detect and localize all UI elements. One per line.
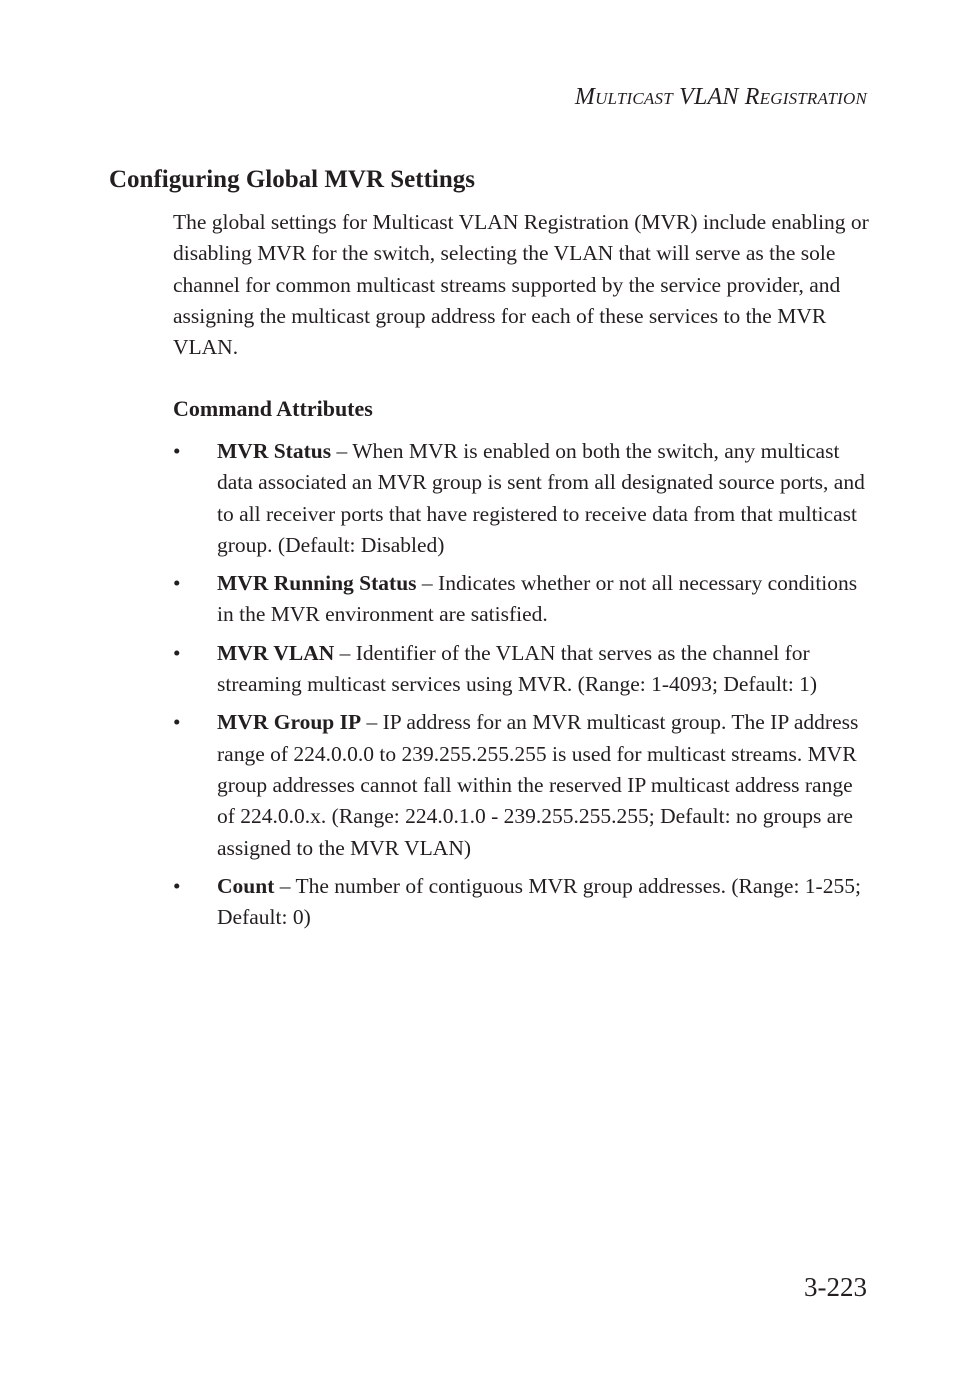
running-header-egistration: EGISTRATION	[759, 89, 867, 108]
bullet-icon: •	[173, 873, 181, 898]
running-header	[575, 84, 867, 111]
section-title: Configuring Global MVR Settings	[109, 166, 476, 193]
attribute-term: MVR Status	[217, 439, 332, 463]
page-number: 3-223	[804, 1272, 867, 1302]
attribute-item-mvr-running-status	[173, 568, 873, 631]
attribute-description: – Identifier of the VLAN that serves as the channel for streaming multicast services using MVR. (Range: 1-4093; Default: 1)	[217, 640, 818, 697]
attribute-item-mvr-status	[173, 436, 873, 561]
attribute-item-count	[173, 871, 873, 934]
bullet-icon: •	[173, 710, 181, 735]
attribute-item-mvr-vlan	[173, 638, 873, 701]
intro-paragraph: The global settings for Multicast VLAN Registration (MVR) include enabling or disabling MVR for the switch, selecting the VLAN that will serve as the sole channel for common multicast streams supported by the service provider, and assigning the multicast group address for each of these services to the MVR VLAN.	[173, 210, 869, 360]
bullet-icon: •	[173, 571, 181, 596]
command-attributes-heading: Command Attributes	[173, 396, 373, 421]
running-header-ulticast: ULTICAST	[595, 89, 673, 108]
bullet-icon: •	[173, 640, 181, 665]
attribute-term: MVR Running Status	[217, 571, 417, 596]
running-header-vlan: VLAN	[679, 84, 739, 110]
command-attributes-list	[173, 436, 873, 940]
attribute-description: – Indicates whether or not all necessary conditions in the MVR environment are satisfied.	[217, 571, 858, 627]
running-header-m: M	[574, 84, 596, 110]
attribute-term: Count	[217, 873, 275, 898]
attribute-description: – The number of contiguous MVR group addresses. (Range: 1-255; Default: 0)	[217, 873, 861, 930]
attribute-term: MVR VLAN	[217, 640, 335, 665]
attribute-description: – When MVR is enabled on both the switch, any multicast data associated an MVR group is sent from all designated source ports, and to all receiver ports that have registered to receive data from that multicast group. (Default: Disabled)	[217, 439, 865, 557]
attribute-term: MVR Group IP	[217, 710, 362, 735]
attribute-description: – IP address for an MVR multicast group. The IP address range of 224.0.0.0 to 239.255.255.255 is used for multicast streams. MVR group addresses cannot fall within the reserved IP multicast address range of 224.0.0.x. (Range: 224.0.1.0 - 239.255.255.255; Default: no groups are assigned to the MVR VLAN)	[217, 710, 859, 860]
running-header-r: R	[744, 84, 760, 110]
bullet-icon: •	[173, 439, 181, 463]
attribute-item-mvr-group-ip	[173, 707, 873, 863]
